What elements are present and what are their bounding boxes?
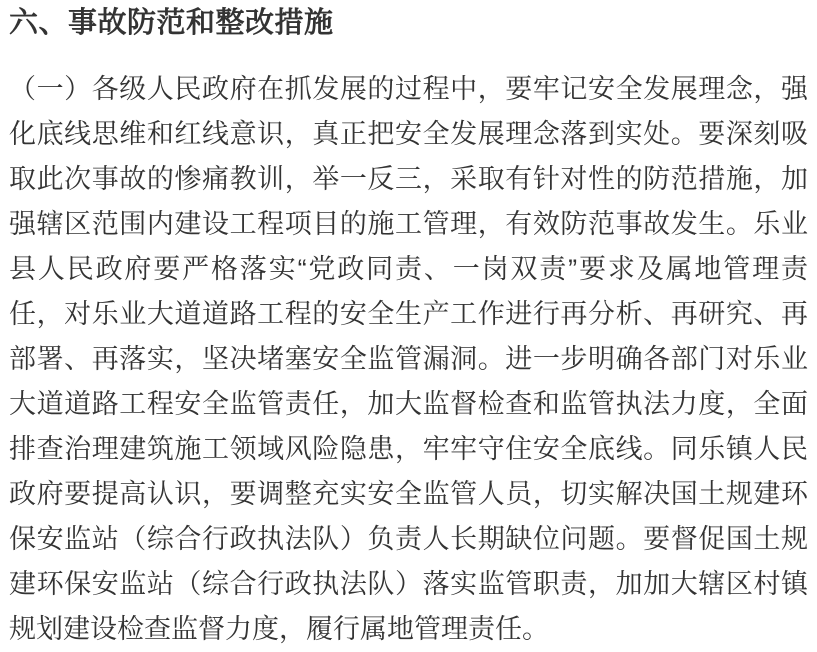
section-heading: 六、事故防范和整改措施 <box>9 7 334 39</box>
section-paragraph: （一）各级人民政府在抓发展的过程中，要牢记安全发展理念，强化底线思维和红线意识，真正把安全发展理念落到实处。要深刻吸取此次事故的惨痛教训，举一反三，采取有针对性的防范措施，加强辖区范围内建设工程项目的施工管理，有效防范事故发生。乐业县人民政府要严格落实“党政同责、一岗双责”要求及属地管理责任，对乐业大道道路工程的安全生产工作进行再分析、再研究、再部署、再落实，坚决堵塞安全监管漏洞。进一步明确各部门对乐业大道道路工程安全监管责任，加大监督检查和监管执法力度，全面排查治理建筑施工领域风险隐患，牢牢守住安全底线。同乐镇人民政府要提高认识，要调整充实安全监管人员，切实解决国土规建环保安监站（综合行政执法队）负责人长期缺位问题。要督促国土规建环保安监站（综合行政执法队）落实监管职责，加加大辖区村镇规划建设检查监督力度，履行属地管理责任。 <box>9 74 808 644</box>
